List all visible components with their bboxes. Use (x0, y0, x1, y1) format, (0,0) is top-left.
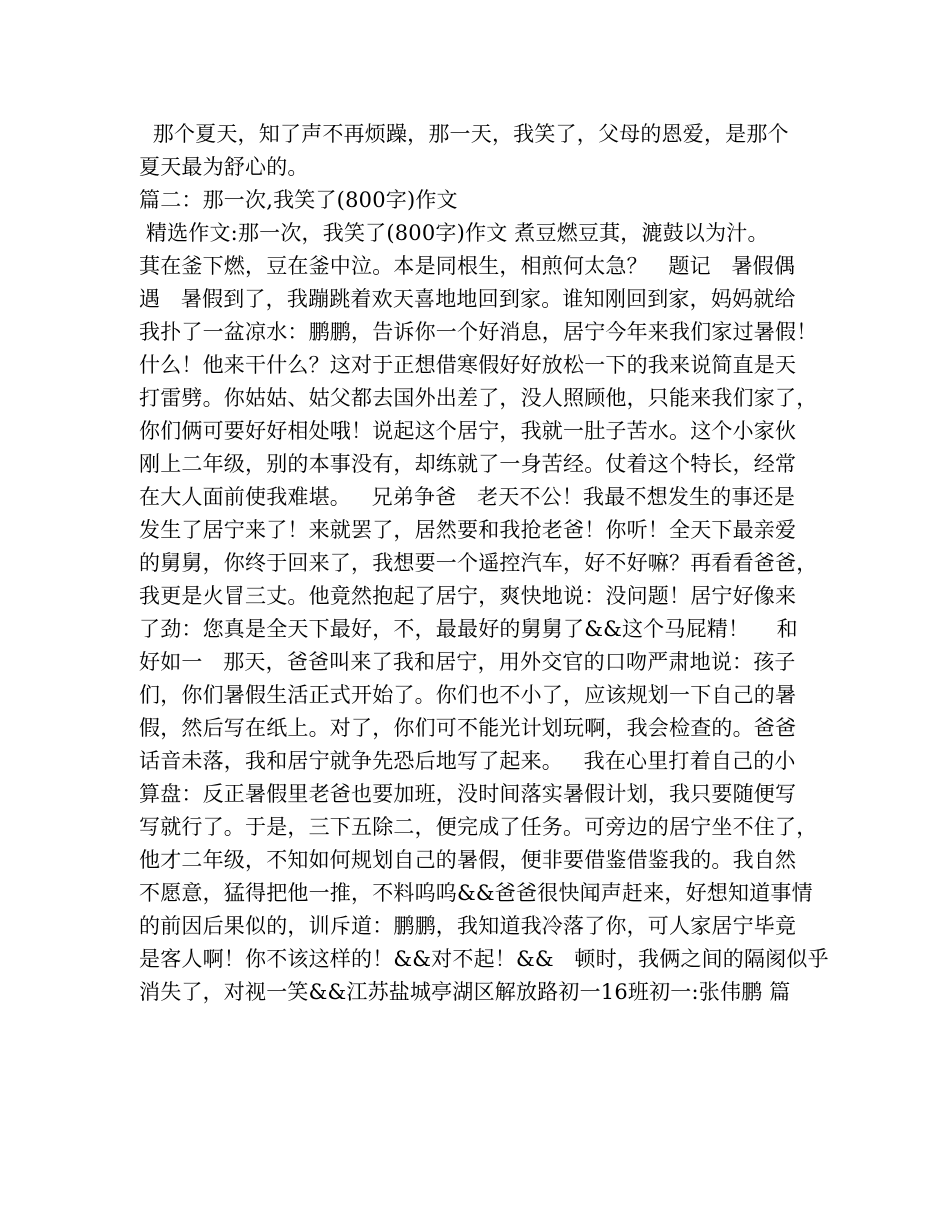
text-line: 好如一 那天，爸爸叫来了我和居宁，用外交官的口吻严肃地说：孩子 (139, 650, 796, 674)
text-line: 话音未落，我和居宁就争先恐后地写了起来。 我在心里打着自己的小 (139, 749, 796, 773)
text-line: 刚上二年级，别的本事没有，却练就了一身苦经。仗着这个特长，经常 (139, 452, 797, 476)
text-line: 算盘：反正暑假里老爸也要加班，没时间落实暑假计划，我只要随便写 (139, 782, 797, 806)
text-line: 萁在釜下燃，豆在釜中泣。本是同根生，相煎何太急？ 题记 暑假偶 (139, 254, 796, 278)
text-line: 消失了，对视一笑&&江苏盐城亭湖区解放路初一16班初一:张伟鹏 篇 (139, 980, 791, 1004)
text-line: 写就行了。于是，三下五除二，便完成了任务。可旁边的居宁坐不住了， (139, 815, 818, 839)
text-line: 的前因后果似的，训斥道：鹏鹏，我知道我冷落了你，可人家居宁毕竟 (139, 914, 797, 938)
text-line: 在大人面前使我难堪。 兄弟争爸 老天不公！我最不想发生的事还是 (139, 485, 796, 509)
text-line: 精选作文:那一次，我笑了(800字)作文 煮豆燃豆萁，漉鼓以为汁。 (139, 221, 769, 245)
text-line: 他才二年级，不知如何规划自己的暑假，便非要借鉴借鉴我的。我自然 (139, 848, 797, 872)
text-line: 是客人啊！你不该这样的！&&对不起！&& 顿时，我俩之间的隔阂似乎 (139, 947, 829, 971)
text-line: 们，你们暑假生活正式开始了。你们也不小了，应该规划一下自己的暑 (139, 683, 797, 707)
text-line: 不愿意，猛得把他一推，不料呜呜&&爸爸很快闻声赶来，好想知道事情 (139, 881, 813, 905)
text-line: 我扑了一盆凉水：鹏鹏，告诉你一个好消息，居宁今年来我们家过暑假！ (139, 320, 818, 344)
text-line: 的舅舅，你终于回来了，我想要一个遥控汽车，好不好嘛？再看看爸爸， (139, 551, 818, 575)
text-line: 了劲：您真是全天下最好，不，最最好的舅舅了&&这个马屁精！ 和 (139, 617, 798, 641)
text-line: 遇 暑假到了，我蹦跳着欢天喜地地回到家。谁知刚回到家，妈妈就给 (139, 287, 796, 311)
section-heading: 篇二：那一次,我笑了(800字)作文 (139, 188, 458, 212)
text-line: 假，然后写在纸上。对了，你们可不能光计划玩啊，我会检查的。爸爸 (139, 716, 797, 740)
text-line: 夏天最为舒心的。 (139, 155, 309, 179)
text-line: 什么！他来干什么？这对于正想借寒假好好放松一下的我来说简直是天 (139, 353, 797, 377)
text-line: 我更是火冒三丈。他竟然抱起了居宁，爽快地说：没问题！居宁好像来 (139, 584, 797, 608)
text-line: 打雷劈。你姑姑、姑父都去国外出差了，没人照顾他，只能来我们家了， (139, 386, 818, 410)
text-line: 那个夏天，知了声不再烦躁，那一天，我笑了，父母的恩爱，是那个 (139, 122, 789, 146)
text-line: 你们俩可要好好相处哦！说起这个居宁，我就一肚子苦水。这个小家伙 (139, 419, 797, 443)
text-line: 发生了居宁来了！来就罢了，居然要和我抢老爸！你听！全天下最亲爱 (139, 518, 797, 542)
